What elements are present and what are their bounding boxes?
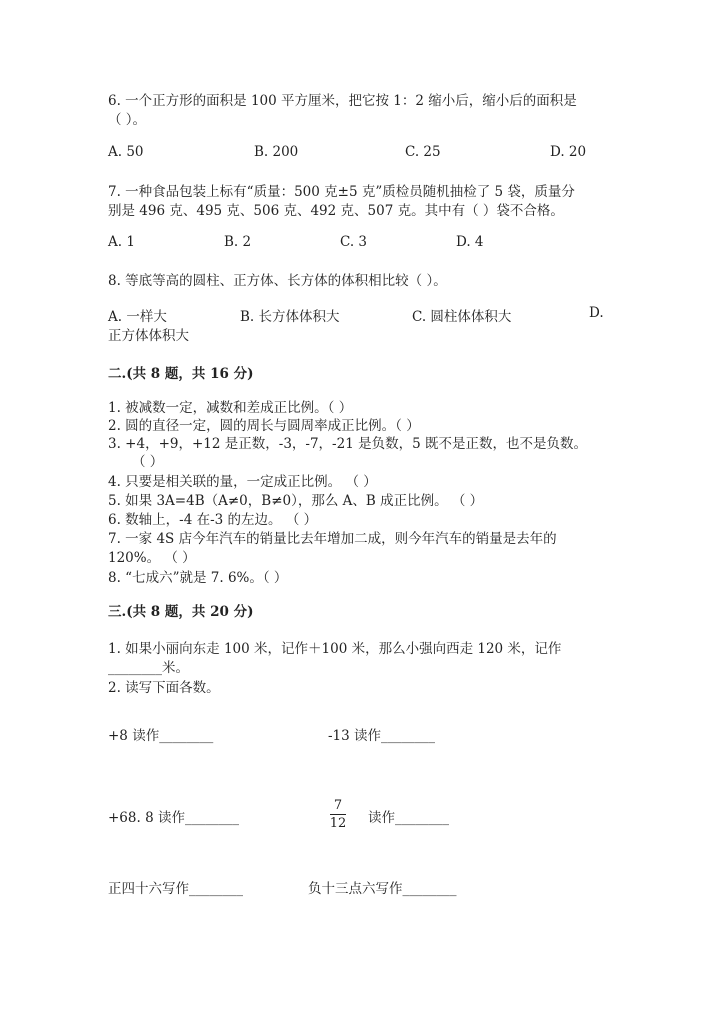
q8-option-d: D. bbox=[589, 305, 604, 321]
s2-item-6: 6. 数轴上，-4 在-3 的左边。 （ ） bbox=[108, 512, 318, 528]
q7-option-a: A. 1 bbox=[108, 234, 135, 250]
fraction-denominator: 12 bbox=[329, 816, 347, 831]
q8-option-c: C. 圆柱体体积大 bbox=[412, 309, 512, 325]
s2-item-4: 4. 只要是相关联的量，一定成正比例。 （ ） bbox=[108, 474, 377, 490]
q8-stem: 8. 等底等高的圆柱、正方体、长方体的体积相比较（ ）。 bbox=[108, 273, 447, 289]
write-positive-46: 正四十六写作________ bbox=[108, 881, 243, 897]
q7-option-b: B. 2 bbox=[224, 234, 252, 250]
s2-item-7-cont: 120%。 （ ） bbox=[108, 550, 196, 566]
q6-option-b: B. 200 bbox=[254, 144, 299, 160]
read-plus-68-8: +68. 8 读作________ bbox=[108, 810, 239, 826]
read-fraction: 读作________ bbox=[368, 810, 449, 826]
read-plus-8: +8 读作________ bbox=[108, 728, 214, 744]
q6-stem: 6. 一个正方形的面积是 100 平方厘米，把它按 1：2 缩小后，缩小后的面积是 bbox=[108, 93, 577, 109]
fraction-numerator: 7 bbox=[333, 798, 343, 813]
s3-q2: 2. 读写下面各数。 bbox=[108, 680, 220, 696]
fraction-7-12 bbox=[328, 798, 348, 831]
s2-item-3: 3. +4，+9，+12 是正数，-3，-7，-21 是负数，5 既不是正数，也不是负数。 bbox=[108, 436, 587, 452]
s2-item-5: 5. 如果 3A=4B（A≠0，B≠0），那么 A、B 成正比例。 （ ） bbox=[108, 493, 484, 509]
read-minus-13: -13 读作________ bbox=[328, 728, 436, 744]
s2-item-7: 7. 一家 4S 店今年汽车的销量比去年增加二成，则今年汽车的销量是去年的 bbox=[108, 531, 557, 547]
q8-option-b: B. 长方体体积大 bbox=[240, 309, 340, 325]
s2-item-1: 1. 被减数一定，减数和差成正比例。（ ） bbox=[108, 400, 353, 416]
section2-heading: 二.(共 8 题，共 16 分) bbox=[108, 366, 254, 382]
fraction-bar bbox=[330, 814, 346, 815]
s2-item-3-blank: （ ） bbox=[132, 454, 164, 470]
q7-stem-line1: 7. 一种食品包装上标有“质量：500 克±5 克”质检员随机抽检了 5 袋，质量分 bbox=[108, 184, 575, 200]
q8-option-a: A. 一样大 bbox=[108, 309, 167, 325]
s3-q1-line2: ________米。 bbox=[108, 660, 189, 676]
q7-option-d: D. 4 bbox=[456, 234, 484, 250]
q6-option-a: A. 50 bbox=[108, 144, 144, 160]
s2-item-2: 2. 圆的直径一定，圆的周长与圆周率成正比例。（ ） bbox=[108, 418, 420, 434]
q7-option-c: C. 3 bbox=[340, 234, 368, 250]
q8-option-d-wrap: 正方体体积大 bbox=[108, 328, 189, 344]
section3-heading: 三.(共 8 题，共 20 分) bbox=[108, 604, 254, 620]
s2-item-8: 8. “七成六”就是 7. 6%。（ ） bbox=[108, 570, 288, 586]
q7-stem-line2: 别是 496 克、495 克、506 克、492 克、507 克。其中有（ ）袋不合格。 bbox=[108, 203, 564, 219]
q6-option-d: D. 20 bbox=[550, 144, 587, 160]
write-negative-13-6: 负十三点六写作________ bbox=[308, 881, 457, 897]
s3-q1-line1: 1. 如果小丽向东走 100 米，记作＋100 米，那么小强向西走 120 米，记作 bbox=[108, 641, 562, 657]
q6-answer-blank: （ ）。 bbox=[108, 112, 147, 128]
q6-option-c: C. 25 bbox=[405, 144, 441, 160]
